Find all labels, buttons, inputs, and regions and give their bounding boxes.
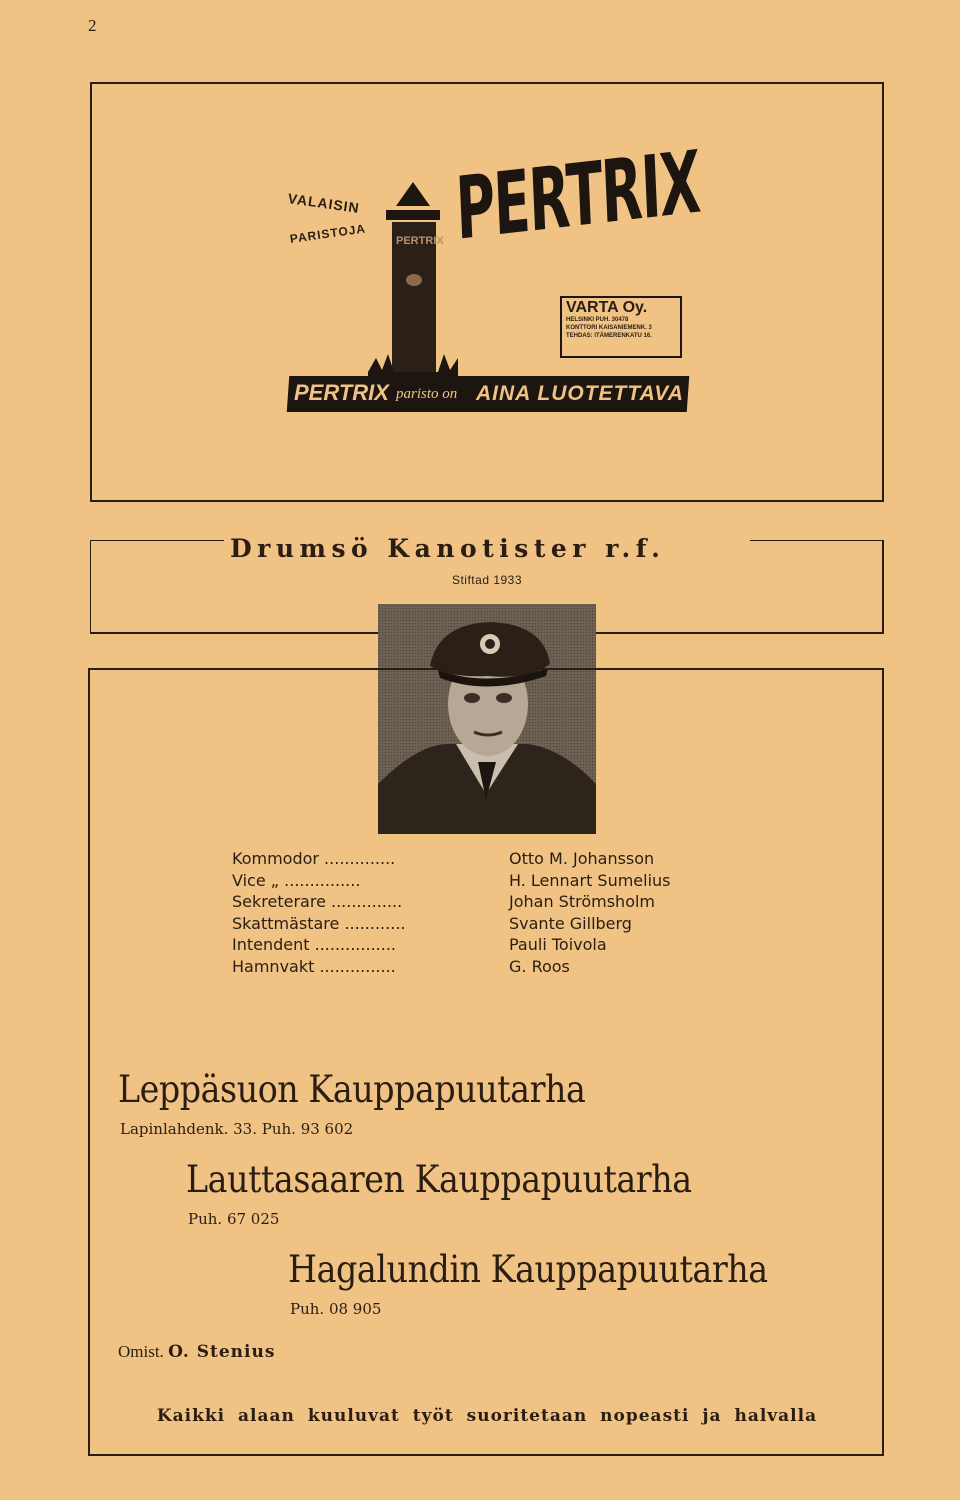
officer-role: Intendent ................: [232, 935, 396, 955]
pertrix-advertisement: [286, 132, 702, 418]
nursery-3-phone: Puh. 08 905: [290, 1300, 382, 1318]
officer-name: Pauli Toivola: [509, 935, 607, 955]
nursery-3-name: Hagalundin Kauppapuutarha: [288, 1248, 768, 1291]
club-founded: Stiftad 1933: [451, 573, 523, 587]
nursery-owner: [118, 1342, 275, 1362]
page-number: 2: [88, 16, 97, 35]
nursery-1-address: Lapinlahdenk. 33. Puh. 93 602: [120, 1120, 354, 1138]
ad-word-paristoja: PARISTOJA: [289, 221, 367, 246]
officer-role: Hamnvakt ...............: [232, 956, 396, 976]
nursery-ad-frame: [88, 668, 884, 1456]
nursery-1-name: Leppäsuon Kauppapuutarha: [118, 1068, 586, 1111]
slogan-brand: PERTRIX: [294, 380, 389, 405]
nursery-2-phone: Puh. 67 025: [188, 1210, 280, 1228]
varta-office: KONTTORI KAISANIEMENK. 3: [566, 325, 652, 331]
varta-phone: HELSINKI PUH. 30478: [566, 317, 629, 323]
officer-name: Otto M. Johansson: [509, 849, 655, 868]
varta-address-box: [560, 296, 682, 358]
officer-name: Svante Gillberg: [509, 913, 632, 933]
varta-company-name: VARTA Oy.: [566, 299, 648, 316]
officer-role: Kommodor ..............: [232, 849, 396, 868]
ad-word-valaisin: VALAISIN: [286, 190, 361, 216]
pertrix-brand-logo: PERTRIX: [454, 132, 702, 260]
slogan-tagline: AINA LUOTETTAVA: [476, 382, 684, 405]
club-frame-right-edge: [882, 540, 884, 634]
officer-name: H. Lennart Sumelius: [509, 870, 671, 890]
officer-role: Skattmästare ............: [232, 913, 406, 933]
battery-label: PERTRIX: [396, 235, 444, 247]
slogan-script: paristo on: [396, 386, 458, 402]
officer-name: G. Roos: [509, 956, 570, 976]
club-frame-left-edge: [90, 540, 91, 634]
owner-label: Omist.: [118, 1342, 164, 1361]
nursery-tagline: Kaikki alaan kuuluvat työt suoritetaan nopeasti ja halvalla: [156, 1406, 818, 1426]
lighthouse-battery-illustration: [368, 182, 458, 382]
club-name: Drumsö Kanotister r.f.: [230, 534, 666, 563]
nursery-2-name: Lauttasaaren Kauppapuutarha: [186, 1158, 692, 1201]
officer-name: Johan Strömsholm: [509, 892, 656, 912]
varta-factory: TEHDAS: ITÄMERENKATU 16.: [566, 333, 652, 339]
owner-name: O. Stenius: [168, 1342, 276, 1362]
officer-role: Sekreterare ..............: [232, 892, 403, 912]
officer-role: Vice „ ...............: [232, 870, 361, 890]
